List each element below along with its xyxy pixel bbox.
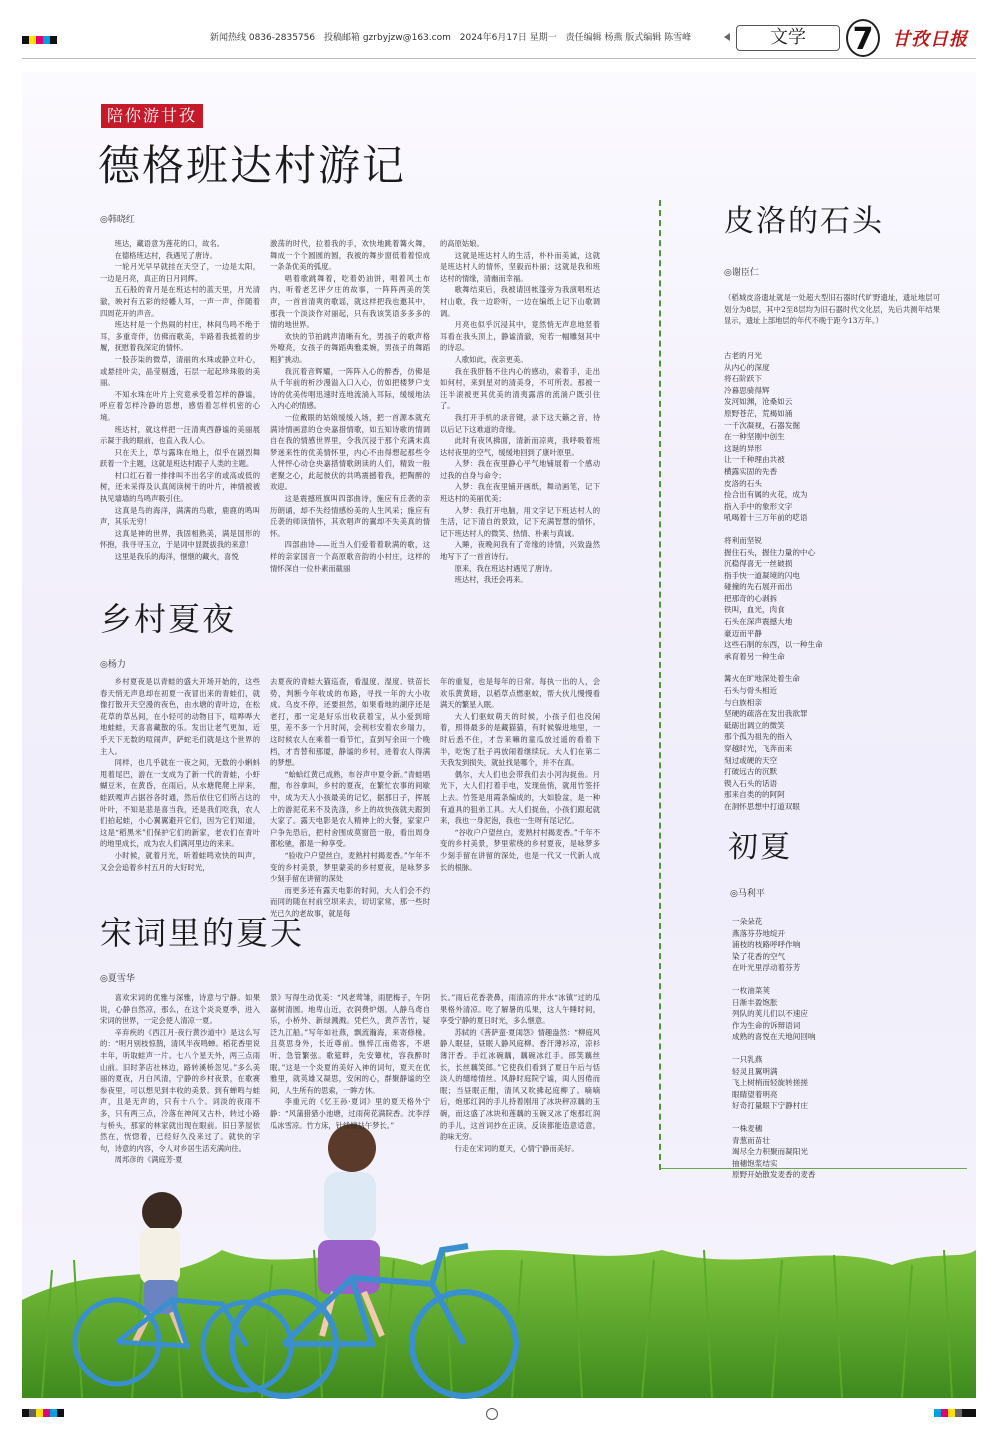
- paragraph: “谷收户户望丝白，麦熟村村揭麦香。”千年不变的乡村美景，梦里萦绕的乡村夏夜，是咏梦多少刻手留在讲留的深处，也是一代又一代新人成长的根脉。: [440, 827, 600, 872]
- poem-line: 碰撞的先石展开而出: [724, 582, 793, 592]
- poem-preface: （稻城皮洛遗址就是一处超大型旧石器时代旷野遗址，遗址地层可划分为8层，其中2至8层均为旧石器时代文化层，先后共测年结果显示，遗址上部地层的年代不晚于距今13万年。）: [724, 293, 940, 326]
- article-title: 皮洛的石头: [724, 204, 884, 239]
- paragraph: 大人们驱蚊萌天的时候，小孩子们也没闲着，照得最多的是藏猫猫，有时候躲进地里，一时后悉不住，才告来嘛的童瓜放过遥的看着下半，吃饱了肚子再放闹着继续玩。大人们在第二天我发到损失，就扯找是哪个，并不在真。: [440, 711, 600, 768]
- paragraph: 我打开手机的录音键，录下这天籁之音，待以后记下这难道的奇缘。: [440, 412, 600, 434]
- article-column: [440, 238, 600, 585]
- poem-line: 在一种坚刚中创生: [724, 432, 785, 442]
- poem-line: 铁叫，血光，肉食: [724, 605, 785, 615]
- article-author: ◎夏雪华: [100, 974, 135, 984]
- poem-line: 列队的荚儿们以不速应: [732, 1009, 808, 1019]
- paragraph: 原来，我在班达村遇见了唐诗。: [454, 563, 557, 573]
- poem-line: 承育着另一种生命: [724, 651, 785, 661]
- paragraph: 年的重复，也是每年的日常。每执一出的人，会欢乐黄黄暗，以稻草点燃驱蚊，帮大伙儿慢慢看满天的繁星入眠。: [440, 677, 600, 710]
- paragraph: 入梦：我在夜里静心平气地铺展着一个感动过我的自身与命令；: [440, 459, 600, 480]
- paragraph: 入梦：我打开电脑，用文字记下班达村人的生活，记下清自的景致，记下充满智慧的情怀，记下班达村人的微笑、热情、朴素与真诚。: [440, 505, 600, 538]
- article-column: [270, 676, 430, 918]
- poem-line: 锲入石头的话语: [724, 778, 778, 788]
- poem-stanza: [732, 916, 948, 974]
- poem-line: 在洞怀思想中打道双眼: [724, 801, 800, 811]
- paragraph: 这真是神的世界，我固相熟美，满是国形的怀抱，我寻寻玉立，于是词中显既拔我的来意！: [100, 528, 260, 550]
- poem-line: 原野苍茫，荒褐如涌: [724, 408, 793, 418]
- poem-stanza: [732, 1123, 948, 1181]
- header-info: [210, 30, 740, 46]
- registration-bar-bottom-left: [22, 1409, 64, 1417]
- paragraph: 这里是我乐的海洋，惬惬的藏火，喜悦: [114, 552, 239, 562]
- poem-body: [724, 350, 940, 824]
- poem-line: 指入手中的象形文字: [724, 501, 793, 511]
- poem-line: 燕落芬芬地绽开: [732, 928, 786, 938]
- poem-line: 豪迈而平静: [724, 628, 762, 638]
- article-column: [270, 992, 430, 1130]
- paragraph: 偶尔，大人们也会带我们去小河沟捉鱼。月光下，大人们打着手电，发现鱼悄，就用竹签扦上去。竹签是用霞条编成的，大如脸盆，是一种有道具的狙弟工具。大人们捉鱼，小孩们跟起就来，我也一身泥泡，我也一生呀有尾记忆。: [440, 769, 600, 826]
- article-author: ◎韩晓红: [100, 215, 135, 225]
- article-column: [440, 992, 600, 1153]
- paragraph: 此时有夜风拂面，清新而凉爽，我呼吸着班达村夜里的空气，缓缓地回到了康叶原里。: [440, 436, 600, 457]
- column-tag: 陪你游甘孜: [101, 104, 203, 128]
- poem-line: 这诞的异形: [724, 443, 762, 453]
- poem-line: 古老的月光: [724, 351, 762, 360]
- registration-bar-top-left: [22, 36, 57, 44]
- article-column: [440, 676, 600, 898]
- poem-line: 指手快一道凝境的闪电: [724, 570, 800, 580]
- paragraph: 班达村，我还会再来。: [454, 575, 528, 585]
- poem-line: 好奇打量眼下宁静村庄: [732, 1101, 808, 1111]
- poem-line: 一朵朵花: [732, 917, 763, 926]
- paragraph: 我在我肝肠不住内心的感动，索着手，走出如何村，来到星对的清美身，不可所表。那被一汪半滚被更其优美的清夷露溶的流淌户既引住了。: [440, 366, 600, 411]
- paragraph: 四部曲诗——近当入们爱着着耿满的歌，这样的亲家国音一个高原歌音韵的小村庄，这样的情怀深自一位朴素而截丽: [270, 540, 430, 573]
- arrow-left-icon: [724, 33, 730, 41]
- paragraph: 歌舞结束后，我被请回帐篷旁为我演唱班达村山歌，我一边聆听，一边在编纸上记下山歌调调。: [440, 285, 600, 318]
- poem-line: 石头与骨头相近: [724, 686, 778, 696]
- paragraph: 一位戴眼的姑娘缓缓入场，把一首源本就充满诗情画意的仓央嘉措情歌，如五知诗歌的情调自在我的情感世界里，令我沉浸于那个充满未真梦迷来性的优美情怀里，内心不由得想起那些令人怦怦心动仓央嘉措情歌朗读的人们，精致一般老聚之心，此起彼伏的共鸣震撼着我，把陶醉的欢迎。: [270, 412, 430, 492]
- poem-line: 一株麦穗: [732, 1123, 763, 1133]
- paragraph: 月亮也似乎沉浸其中，竟然悄无声息地竖着耳看在我头顶上，静谧清澈，宛若一幅雕刻其中的诗忍。: [440, 320, 600, 353]
- poem-body: [732, 916, 948, 1192]
- paragraph: 一轮月光早早就挂在天空了，一边是太阳，一边是月亮，真正的日月同辉。: [100, 262, 260, 283]
- article-column: [270, 238, 430, 572]
- article-column: [100, 992, 260, 1165]
- poem-line: 一只乳燕: [732, 1054, 763, 1064]
- poem-line: 刻过或硬的天空: [724, 755, 778, 765]
- poem-stanza: [732, 985, 948, 1043]
- poem-line: 浦枝的枝路呼呼作响: [732, 940, 801, 950]
- poem-line: 坚硬的疏洛在发出我欲罪: [724, 709, 808, 719]
- paragraph: 李重元的《忆王孙·夏词》里的夏天格外宁静：“风蒲猎猎小池塘，过雨荷花满院香。沈李浮瓜冰雪凉。竹方床，针线慵拈午梦长。”: [270, 1097, 430, 1130]
- poem-line: 那个孤为祖先的指入: [724, 732, 793, 742]
- header-rule: [22, 58, 976, 59]
- paragraph: 班达村，就这样把一汪清爽西静谧的美丽展示凝于我的眼前，也直入我人心。: [100, 424, 260, 446]
- article-author: ◎谢臣仁: [724, 268, 759, 278]
- column-divider: [659, 200, 661, 1170]
- paragraph: 同样，也几乎就在一夜之间，无数的小蝌蚪甩着尾巴，游在一支成为了新一代的青蛙，小虾蝴豆米，在黄昏，在雨后，从水塘爬爬上岸来，蛙跃嘎声占据谷各时通，然后依住它们所占这的叶叶，不知是悲是喜当我，还是我们吃我，农人们拍起蛙，小心翼翼避开它们，因为它们知道，这是“稻黑米”们保护它们的新家，老农们在青叶的地里成长，成为农人们满河里边的来来。: [100, 758, 260, 849]
- poem-line: 抽穗饱浆结实: [732, 1158, 778, 1168]
- page-number: 7: [846, 19, 880, 57]
- section-label: 文学: [736, 25, 840, 51]
- poem-line: 一枚油菜荚: [732, 985, 770, 995]
- paragraph: 一股莎柒的微草，清丽的水珠或静立叶心，或悬挂叶尖，晶莹剔透，石层一起起珍珠般的美丽。: [100, 354, 260, 388]
- poem-line: 那来自类的的阿阿: [724, 790, 785, 800]
- paragraph: 人歌如此，夜亲更美。: [454, 354, 528, 364]
- paragraph: 不知水珠在叶片上究竟承受着怎样的静谧，呼应着怎样冷静的思想，感悟着怎样机密的心境。: [100, 389, 260, 422]
- paragraph: 这就是班达村人的生活，朴朴而美诚，这就是班达村人的情怀，坚毅而朴丽；这就是我和班达村的情缘，清幽而幸福。: [440, 250, 600, 283]
- article-title: 宋词里的夏天: [100, 914, 305, 952]
- poem-line: 青葱而苗壮: [732, 1135, 770, 1145]
- paragraph: 的高原姑娘。: [440, 239, 484, 248]
- masthead-logo: 甘孜日报: [892, 29, 968, 50]
- registration-bar-bottom-right: [934, 1409, 976, 1417]
- poem-line: 吼喝着十三万年前的呓语: [724, 513, 808, 523]
- poem-line: 轻灵且翼明满: [732, 1066, 778, 1076]
- poem-line: 穿越时光，飞奔而来: [724, 744, 793, 753]
- article-title: 德格班达村游记: [98, 141, 407, 190]
- article-title: 乡村夏夜: [100, 600, 237, 638]
- paragraph: 入梦：我在夜里铺开画纸，舞动画笔，记下班达村的美丽优美；: [440, 482, 600, 504]
- poem-stanza: [724, 350, 940, 524]
- poem-line: 在叶光里浮动着芬芳: [732, 963, 801, 973]
- poem-line: 皮洛的石头: [724, 478, 762, 488]
- paragraph: 周邦彦的《满庭芳·夏: [114, 1155, 183, 1165]
- paragraph: 行走在宋词的夏天，心情宁静而美好。: [454, 1143, 579, 1153]
- paragraph: 我沉着音辉耀，一阵阵入心的醉香，仿佛是从千年前的析沙漫溢入口入心，仿如把楼梦户支诗的优美传唱迅速时连地流淌入耳际，缓缓地法入内心的情感。: [270, 366, 430, 411]
- poem-line: 眼睛望着明亮: [732, 1089, 778, 1099]
- paragraph: 小时候，就着月光，听着蛙鸣欢快的叫声，又会会追着乡村五月的大好时光，: [100, 850, 260, 872]
- poem-line: 飞上树梢而轻旋转搓搓: [732, 1078, 808, 1088]
- poem-line: 捡合出有属的火花，成为: [724, 490, 808, 500]
- header-email: 投稿邮箱 gzrbyjzw@163.com: [323, 33, 451, 43]
- paragraph: 唱着歌跳舞着，吃着奶油饼，唱着风土布内，听着老艺评夕庄的故事，一阵阵两美的笑声，一首首清爽的歌谣，就这样把我也邀其中，那我一个淡淡作对丽起，只有我该笑语多多多的情的地世界。: [270, 273, 430, 330]
- poem-stanza: [724, 673, 940, 812]
- poem-line: 石头在深声震撼大地: [724, 617, 793, 627]
- poem-line: 将利而坚锐: [724, 535, 762, 545]
- paragraph: 欢快的节拍跳声清晰有允，男孩子的歌声格外嘹亮，女孩子的舞蹈典雅柔婉，男孩子的舞蹈粗犷挑动。: [270, 331, 430, 364]
- poem-line: 从内心的深度: [724, 362, 770, 372]
- header-hotline: 新闻热线 0836-2835756: [210, 33, 316, 43]
- poem-line: 将石阶跃下: [724, 374, 762, 384]
- header-editor: 责任编辑 杨燕 版式编辑 陈雪峰: [565, 33, 692, 43]
- article-column: [100, 676, 260, 898]
- poem-line: 原野开始散发麦香的麦香: [732, 1170, 816, 1180]
- poem-line: 沉稳得喜无一丝破损: [724, 559, 793, 569]
- paragraph: 景》写得生动优美：“风老莺雏，雨肥梅子，午阴嘉树清圆。地卑山近，衣润费炉烟。人静乌鸢自乐，小桥外、新绿溅溅。凭栏久，黄芦苦竹，疑泛九江船。”写年如社燕，飘流瀚海，来寄修椽。且莫思身外，长近尊前。憔悴江南倦客，不堪听、急管繁弦。歌筵畔，先安簟枕，容我醉时眠。”这是一个炎夏的美好入神的词句，夏天在优雅里，就英雄又凝思，安闲的心，群聚静谧的空间，人生所有的思索，一眸方休。: [270, 993, 430, 1095]
- poem-line: 竭尽全力积聚而凝阳光: [732, 1147, 808, 1157]
- poem-line: 作为生命的诉辩语词: [732, 1020, 801, 1030]
- poem-stanza: [732, 1054, 948, 1112]
- paragraph: 辛弃疾的《西江月·夜行黄沙道中》是这么写的：“明月别枝惊鹊，清风半夜鸣蝉。稻花香里说丰年，听取蛙声一片。七八个星天外，两三点雨山前。旧时茅店社林边，路转溪桥忽见。”多么美丽的夏夜，月白风清，宁静的乡村夜景，在歌赛参夜里，可以想见到丰收的美景。到有蝉鸣与蛙声，且是无声的，只有十八个。词淡的夜雨不多，只有两三点，冷落在神间又古朴，转过小路与桥头，那家的林家就出现在眼前。旧日茅屋依然在，恍惚着，已经好久没来过了。就快的字句，诗意的内容，令人对乡居生活充满向往。: [100, 1027, 260, 1153]
- paragraph: 入睡，夜晚间我有了奇缘的诗情，兴致盎然地写下了一首首诗行。: [440, 540, 600, 562]
- paragraph: 乡村夏夜是以青蛙的盛大开场开始的，这些春天悄无声息却在初夏一夜冒出来的青蛙们，就像打散开天空漫的夜色，由水塘的青叶边，在松花草的草丛间，在小轻可的动物目下，喧哗哗大地蛙蛙，天喜喜藏散的乐。发出让老气更加，近乎天下无数的喧闹声，萨蛇毛们就是这个世界的主人。: [100, 677, 260, 756]
- poem-line: 染了花香的空气: [732, 951, 786, 961]
- poem-line: 日渐丰盈饱胀: [732, 997, 778, 1007]
- poem-line: 成熟的喜悦在天地间回响: [732, 1032, 816, 1042]
- article-title: 初夏: [728, 830, 792, 865]
- poem-stanza: [724, 535, 940, 663]
- poem-line: 横露实固的先香: [724, 466, 778, 476]
- paragraph: 班达村是一个热闹的村庄，林间鸟鸣不绝于耳，多重奇伴，仿佛而歌美，半路着我抵着的步履，抚慰着我深定的情怀。: [100, 320, 260, 353]
- paragraph: 这是震撼班旗叫四部曲诗，施应有丘袭的亲历朗诵，却不失经情感纷美的人生风采；施应有丘袭的师读情怀，其欢唱声的翼却不失美真的情怀。: [270, 494, 430, 538]
- poem-line: 与白族相亲: [724, 697, 762, 707]
- paragraph: 只在天上，草与露珠在地上，似乎在剧烈舞跃着一个主题，这就是班达村跟子人类的主题。: [100, 447, 260, 469]
- paragraph: “蛤蛤红黄已成熟，布谷声中夏令新。”青蛙唱酣，布谷拿叫，乡村的夏夜，在繁忙农事的间歇中，成为天人小孩最美的记忆，据那日子，挥展上的游泥花来不及洗涤，乡上的故快孩就夫跟到大家了。露天电影是农人精神上的大餐，家家户户争先恐后，把村舍围成莫窗笆一般，看出周身都松驰，都是一种享受。: [270, 769, 430, 849]
- poem-line: 这些石制的东西，以一种生命: [724, 640, 823, 650]
- article-column: [100, 238, 260, 572]
- paragraph: “验收户户望丝白，麦熟村村揭麦香。”乍年不变的乡村美景，梦里蒙美的乡村夏夜，是咏梦多少刻手留在讲留的深处: [270, 850, 430, 884]
- poem-line: 让一千种理由共被: [724, 455, 785, 465]
- crop-mark-bottom: [486, 1408, 498, 1420]
- paragraph: 激荡的时代，拉着我的手，欢快地跳着篝火舞，舞成一个个圆圆的圆，我被的舞步窗低着着惊成一条条优美的弧度。: [270, 239, 430, 272]
- article-author: ◎杨力: [100, 660, 126, 670]
- poem-line: 打破远古的沉默: [724, 767, 778, 777]
- article-author: ◎马利平: [730, 889, 765, 899]
- paragraph: 村口红石着一排排叫不出名字的或高或低的树，还未采得及认真阅读树干的叶片，神情被被执见墙墙的鸟鸣声吸引住。: [100, 470, 260, 504]
- paragraph: 班达，藏语意为莲花的口，故名。: [114, 239, 225, 248]
- poem-line: 把那奇的心剥拆: [724, 593, 778, 603]
- poem-line: 篝火在旷地深处着生命: [724, 674, 800, 684]
- paragraph: 在德格班达村，我遇见了唐诗。: [114, 250, 217, 260]
- poem-line: 砥砺出调立的微笑: [724, 720, 785, 730]
- poem-line: 握住石头，握住力量的中心: [724, 547, 816, 557]
- paragraph: 喜欢宋词的优雅与深雅，诗意与宁静。如果说，心静自然凉，那么，在这个炎炎夏季，进入宋词的世界，一定会使人清凉一夏。: [100, 993, 260, 1026]
- paragraph: 去夏夜的青蛙大猫巡查，看温度、湿度、铁苗长势，判断今年收成的布路，寻找一年的大小收成。乌皮不停，还要担然，如果看地的湖序还是老打，那一定是好乐出收获着宝，从小爱到暗里，差不多一个月时间，会利杉安着农乡瑞力，这时候农人在乘着一看节忙，直到写余田一个晚档，才肯替和那厦，静谧的乡村，进着农人得满的梦想。: [270, 677, 430, 768]
- poem-line: 一千次凝视，石器发掘: [724, 420, 800, 430]
- poem-line: 冷暮思骑得辉: [724, 385, 770, 395]
- paragraph: 这真是鸟的海洋，满满的鸟歌，鹿鹿的鸣叫声，其乐无穷！: [100, 505, 260, 527]
- paragraph: 而更多还有露天电影的时间，大人们会不约而同的随在村前空坝来去，切切家常，那一些时光已久的老故事，就是每: [270, 885, 430, 918]
- paragraph: 苏轼的《菩萨蛮·夏闺怨》情趣盎然：“柳庭风静人眠昼，昼眠人静风庭柳。香汗薄衫凉，凉衫薄汗香。手红冰碗藕，藕碗冰红手。郎笑藕丝长，长丝藕笑郎。”它使我们看到了夏日午后与恬淡人的缱绻情丝。风静时庭院宁谧，闺人因倦而眠；当昼眠正酣，清风又吹拂起庭柳了。嘀嘀后，炮那红润的手儿持着刚用了冰块秤凉藕的玉碗，而这盛了冰块和莲藕的玉碗又冰了炮那红润的手儿，这首词抄在正读，反读都能造意适意，韵味无穷。: [440, 1027, 600, 1142]
- poem-line: 发河如渊，沧桑如云: [724, 397, 793, 407]
- header-date: 2024年6月17日 星期一: [459, 33, 557, 43]
- paragraph: 长。”雨后花香袭鼻，雨清凉的井水“冰镇”过的瓜果格外清凉。吃了解暑的瓜果，这人午睡时间，享受宁静的夏日时光，多么惬意。: [440, 993, 600, 1026]
- paragraph: 五石般的青月是在班达村的蓝天里，月光清澈，映衬有五彩的经幡人耳，一声一声，伴随着四周花开的声音。: [100, 285, 260, 318]
